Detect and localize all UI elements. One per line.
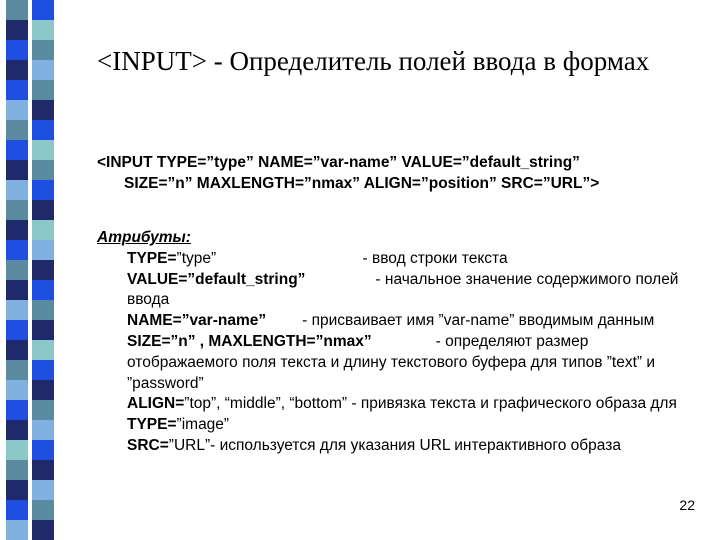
stripe-square — [6, 220, 28, 240]
stripe-square — [6, 520, 28, 540]
stripe-square — [6, 360, 28, 380]
attr-desc: - присваивает имя ”var-name” вводимым данным — [302, 312, 655, 330]
attr-term: NAME=”var-name” — [127, 312, 267, 330]
stripe-square — [6, 20, 28, 40]
stripe-square — [6, 380, 28, 400]
stripe-square — [32, 360, 54, 380]
attr-value: ”top”, “middle”, “bottom” — [184, 395, 348, 413]
attr-align — [97, 394, 697, 436]
attr-value-item — [97, 270, 697, 312]
attr-size — [97, 332, 697, 394]
syntax-line-1: <INPUT TYPE=”type” NAME=”var-name” VALUE=”default_string” — [97, 154, 580, 171]
stripe-square — [6, 460, 28, 480]
stripe-square — [6, 100, 28, 120]
stripe-square — [6, 440, 28, 460]
syntax-line-2: SIZE=”n” MAXLENGTH=”nmax” ALIGN=”position” SRC=”URL”> — [124, 175, 600, 192]
stripe-square — [32, 280, 54, 300]
stripe-square — [6, 0, 28, 20]
attr-name — [97, 311, 697, 332]
attr-term: VALUE=”default_string” — [127, 270, 306, 288]
stripe-square — [32, 480, 54, 500]
attr-type — [97, 249, 697, 270]
attr-desc: - используется для указания URL интерактивного образа — [210, 436, 621, 454]
stripe-square — [32, 340, 54, 360]
stripe-square — [6, 300, 28, 320]
stripe-square — [6, 80, 28, 100]
stripe-square — [6, 340, 28, 360]
stripe-square — [32, 460, 54, 480]
stripe-square — [32, 80, 54, 100]
attr-term: SRC= — [127, 436, 169, 454]
attr-term: TYPE= — [127, 249, 177, 267]
attr-src — [97, 436, 697, 457]
stripe-square — [6, 280, 28, 300]
attr-value: ”type” — [176, 249, 217, 267]
stripe-square — [32, 240, 54, 260]
attr-desc: - ввод строки текста — [362, 249, 508, 267]
stripe-square — [6, 400, 28, 420]
stripe-square — [32, 120, 54, 140]
stripe-square — [32, 40, 54, 60]
stripe-square — [6, 180, 28, 200]
stripe-square — [6, 60, 28, 80]
slide-title: <INPUT> - Определитель полей ввода в формах — [97, 46, 650, 76]
attr-value: ”URL” — [168, 436, 211, 454]
stripe-square — [6, 40, 28, 60]
stripe-square — [6, 500, 28, 520]
stripe-square — [6, 160, 28, 180]
stripe-square — [6, 200, 28, 220]
attr-desc: - начальное значение содержимого полей ввода — [127, 270, 679, 309]
decorative-stripe — [0, 0, 60, 540]
page-number: 22 — [679, 497, 695, 513]
attr-value-2: ”image” — [176, 416, 230, 434]
stripe-square — [32, 520, 54, 540]
stripe-square — [32, 500, 54, 520]
attributes-header: Атрибуты: — [97, 229, 191, 246]
stripe-square — [32, 440, 54, 460]
attr-desc: - привязка текста и графического образа для — [347, 395, 677, 413]
attr-term: SIZE=”n” , MAXLENGTH=”nmax” — [127, 332, 372, 350]
stripe-square — [6, 320, 28, 340]
stripe-square — [6, 260, 28, 280]
stripe-square — [32, 380, 54, 400]
stripe-square — [6, 420, 28, 440]
attributes-list — [97, 228, 697, 457]
stripe-square — [32, 400, 54, 420]
stripe-square — [6, 480, 28, 500]
stripe-square — [32, 320, 54, 340]
stripe-square — [6, 240, 28, 260]
attr-term-2: TYPE= — [127, 416, 177, 434]
stripe-square — [6, 120, 28, 140]
stripe-square — [32, 420, 54, 440]
stripe-square — [32, 160, 54, 180]
attr-desc: - определяют размер отображаемого поля текста и длину текстового буфера для типов ”text” и ”password” — [127, 332, 656, 392]
stripe-square — [32, 140, 54, 160]
stripe-square — [32, 260, 54, 280]
syntax-block — [97, 152, 697, 194]
attr-term: ALIGN= — [127, 395, 185, 413]
stripe-square — [32, 20, 54, 40]
stripe-square — [32, 100, 54, 120]
stripe-square — [32, 300, 54, 320]
stripe-square — [6, 140, 28, 160]
stripe-square — [32, 200, 54, 220]
stripe-square — [32, 0, 54, 20]
stripe-square — [32, 180, 54, 200]
stripe-square — [32, 60, 54, 80]
stripe-square — [32, 220, 54, 240]
